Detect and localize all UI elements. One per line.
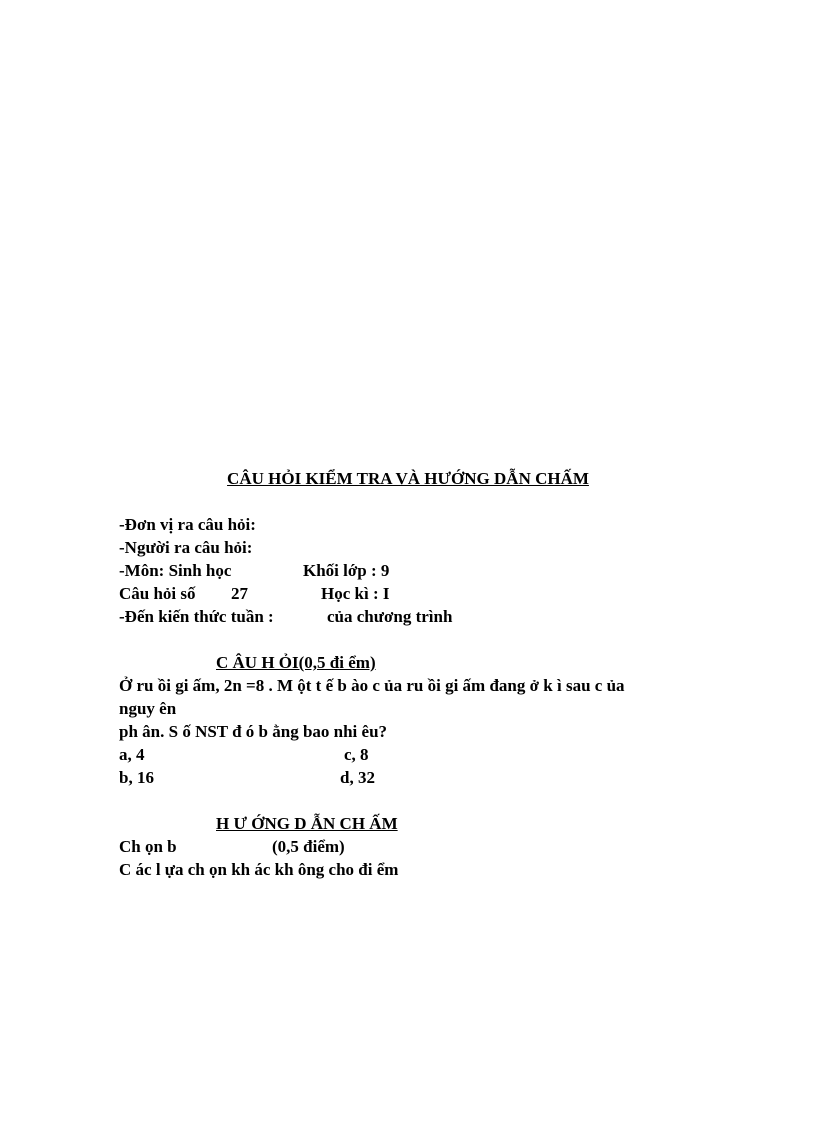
answer-choice: Ch ọn b — [119, 837, 177, 856]
info-nguoi-ra: -Người ra câu hỏi: — [119, 538, 253, 557]
question-text-line1: Ở ru ồi gi ấm, 2n =8 . M ột t ế b ào c ủa ru ồi gi ấm đang ở k ì sau c ủa — [119, 676, 625, 695]
question-heading: C ÂU H ỎI(0,5 đi ểm) — [216, 653, 376, 672]
answer-heading: H Ư ỚNG D ẪN CH ẤM — [216, 814, 398, 833]
question-text-line3: ph ân. S ố NST đ ó b ằng bao nhi êu? — [119, 722, 388, 741]
info-cau-hoi-so-label: Câu hỏi số — [119, 584, 196, 603]
option-a: a, 4 — [119, 745, 145, 764]
info-den-kien-thuc: -Đến kiến thức tuần : — [119, 607, 274, 626]
answer-note: C ác l ựa ch ọn kh ác kh ông cho đi ểm — [119, 860, 399, 879]
info-cua-chuong-trinh: của chương trình — [327, 607, 453, 626]
info-khoi-lop: Khối lớp : 9 — [303, 561, 390, 580]
document-title: CÂU HỎI KIỂM TRA VÀ HƯỚNG DẪN CHẤM — [227, 469, 589, 488]
info-hoc-ki: Học kì : I — [321, 584, 390, 603]
info-don-vi: -Đơn vị ra câu hỏi: — [119, 515, 256, 534]
option-b: b, 16 — [119, 768, 154, 787]
option-d: d, 32 — [340, 768, 375, 787]
info-mon: -Môn: Sinh học — [119, 561, 232, 580]
answer-points: (0,5 điểm) — [272, 837, 345, 856]
question-text-line2: nguy ên — [119, 699, 177, 718]
info-cau-hoi-so-value: 27 — [231, 584, 248, 603]
option-c: c, 8 — [344, 745, 369, 764]
